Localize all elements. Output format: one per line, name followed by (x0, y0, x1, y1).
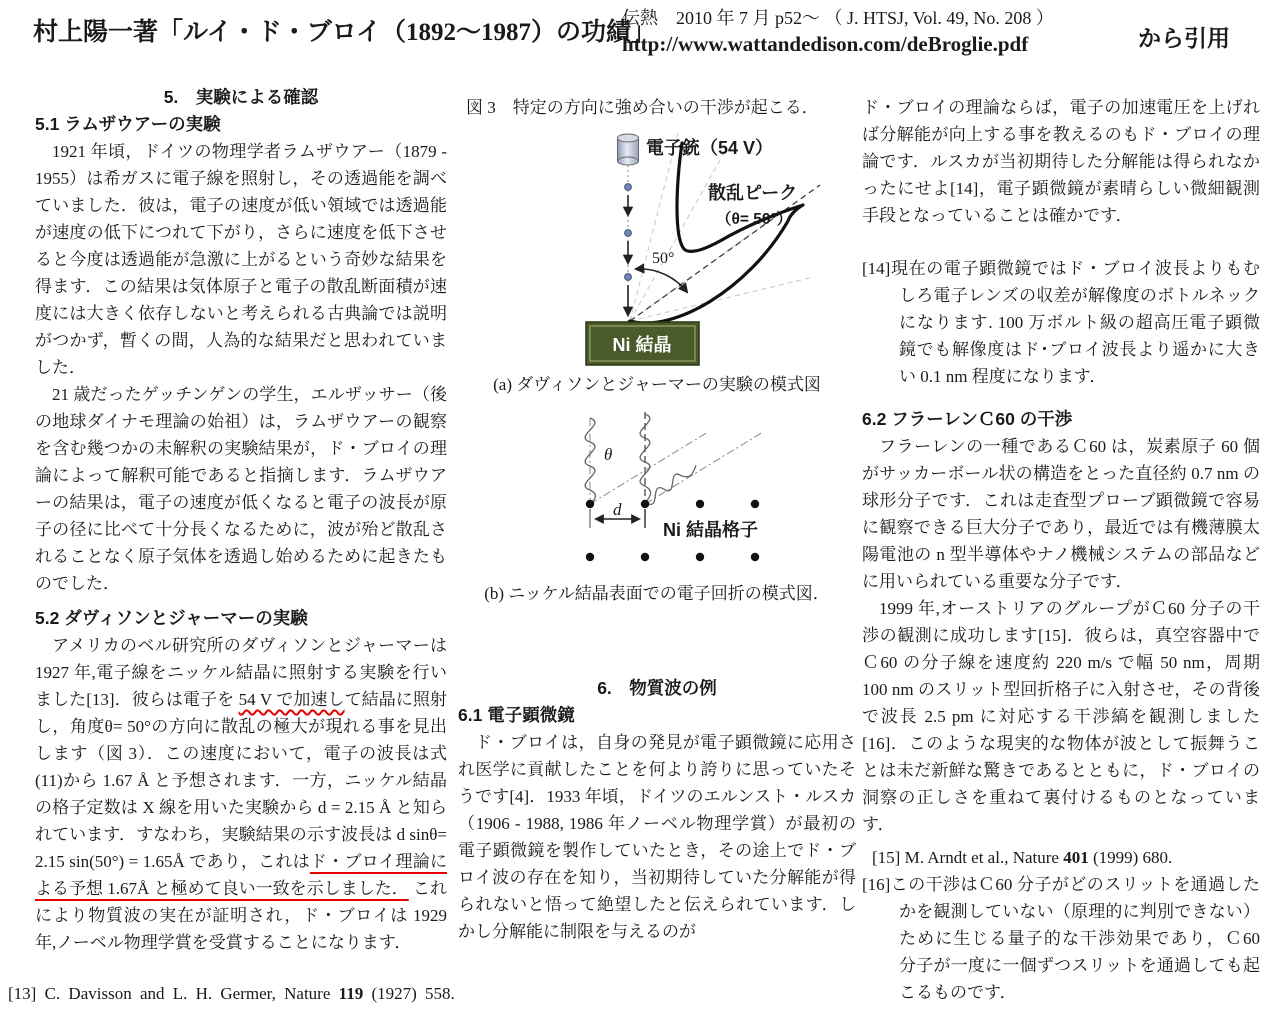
source-block (622, 5, 1054, 57)
left-column (35, 84, 447, 956)
angle-value-label: 50° (652, 250, 675, 267)
section-5-heading: 5. 実験による確認 (163, 87, 319, 107)
figure3a-davisson-germer-diagram (458, 125, 856, 371)
figure3b-caption: (b) ニッケル結晶表面での電子回折の模式図． (484, 584, 830, 603)
section-6-heading: 6. 物質波の例 (597, 678, 717, 698)
paragraph-microscope-continued: ド・ブロイの理論ならば，電子の加速電圧を上げれば分解能が向上する事を教えるのもド・ブロイの理論です．ルスカが当初期待した分解能は得られなかったにせよ[14]，電子顕微鏡が素晴らしい微細観測手段となっていることは確かです． (862, 98, 1260, 225)
scatter-peak-label: 散乱ピーク (708, 183, 798, 203)
scattering-intensity-curve (630, 143, 803, 323)
section-5-2-heading: 5.2 ダヴィソンとジャーマーの実験 (35, 608, 308, 628)
figure3-caption: 図 3 特定の方向に強め合いの干渉が起こる． (466, 98, 819, 117)
d-spacing-label: d (613, 500, 622, 519)
paragraph-ramsauer-2: 21 歳だったゲッチンゲンの学生，エルザッサー（後の地球ダイナモ理論の始祖）は，ラムザウアーの観察を含む幾つかの未解釈の実験結果が，ド・ブロイの理論によって解釈可能であると指摘します．ラムザウアーの結果は，電子の速度が低くなると電子の波長が原子の径に比べて十分長くなるために，波が殆ど散乱されることなく原子気体を透過し始めるために起きたものでした． (35, 385, 447, 593)
page-title: 村上陽一著「ルイ・ド・ブロイ（1892～1987）の功績」 (33, 19, 657, 46)
paragraph-davisson-germer: アメリカのベル研究所のダヴィソンとジャーマーは 1927 年,電子線をニッケル結晶に照射する実験を行いました[13]．彼らは電子を 54 V で加速して結晶に照射し，角度θ= 50°の方向に散乱の極大が現れる事を見出します（図 3）．この速度において，電子の波長は式(11)から 1.67 Å と予想されます．一方，ニッケル結晶の格子定数は X 線を用いた実験から d = 2.15 Å と知られています．すなわち，実験結果の示す波長は d sinθ= 2.15 sin(50°) = 1.65Å であり，これはド・ブロイ理論による予想 1.67Å と極めて良い一致を示しました． これにより物質波の実在が証明され，ド・ブロイは 1929 年,ノーベル物理学賞を受賞することになります． (35, 636, 448, 952)
footnote-16: [16]この干渉はＣ60 分子がどのスリットを通過したかを観測していない（原理的に判別できない）ために生じる量子的な干渉効果であり，Ｃ60 分子が一度に一個ずつスリットを通過しても起こるものです． (862, 875, 1260, 1002)
ni-crystal-label: Ni 結晶 (612, 335, 672, 355)
footnote-14: [14]現在の電子顕微鏡ではド・ブロイ波長よりもむしろ電子レンズの収差が解像度のボトルネックになります. 100 万ボルト級の超高圧電子顕微鏡でも解像度はド･ブロイ波長より遥かに大きい 0.1 nm 程度になります． (862, 259, 1260, 386)
right-column (862, 94, 1260, 1006)
lattice-dots-row1 (586, 500, 759, 508)
paragraph-ramsauer-1: 1921 年頃，ドイツの物理学者ラムザウアー（1879 - 1955）は希ガスに電子線を照射し，その透過能を調べていました．彼は，電子の速度が低い領域では透過能が速度の低下につれて下がり，さらに速度を低下させると今度は透過能が急激に上がるという奇妙な結果を得ます．この結果は気体原子と電子の散乱断面積が速度には大きく依存しないと考えられる古典論では説明がつかず，暫くの間，人為的な結果だと思われていました． (35, 142, 447, 377)
ni-lattice-label: Ni 結晶格子 (663, 520, 759, 540)
middle-column (458, 94, 856, 945)
paragraph-electron-microscope: ド・ブロイは，自身の発見が電子顕微鏡に応用され医学に貢献したことを何より誇りに思っていたそうです[4]．1933 年頃，ドイツのエルンスト・ルスカ（1906 - 1988, 1986 年ノーベル物理学賞）が最初の電子顕微鏡を製作していたとき，その途上でド・ブロイ波の存在を知り，当初期待していた分解能が得られないと悟って絶望したと伝えられています．しかし分解能に制限を与えるのが (458, 733, 856, 941)
reference-13: [13] C. Davisson and L. H. Germer, Nature 119 (1927) 558. (8, 984, 455, 1003)
paragraph-fullerene-2: 1999 年,オーストリアのグループがＣ60 分子の干渉の観測に成功します[15]．彼らは，真空容器中でＣ60 の分子線を速度約 220 m/s で幅 50 nm，周期 100 nm のスリット型回折格子に入射させ，その背後で波長 2.5 pm に対応する干渉縞を観測しました[16]．このような現実的な物体が波として振舞うことは未だ新鮮な驚きであるとともに，ド・ブロイの洞察の正しさを重ねて裏付けるものとなっています． (862, 599, 1260, 834)
section-6-1-heading: 6.1 電子顕微鏡 (458, 705, 575, 725)
figure3a-caption: (a) ダヴィソンとジャーマーの実験の模式図 (493, 375, 821, 394)
journal-reference: 伝熱 2010 年 7 月 p52～ （ J. HTSJ, Vol. 49, No. 208 ） (622, 8, 1054, 28)
ni-crystal-box (586, 322, 699, 365)
paragraph-fullerene-1: フラーレンの一種であるＣ60 は，炭素原子 60 個がサッカーボール状の構造をとった直径約 0.7 nm の球形分子です．これは走査型プローブ顕微鏡で容易に観察できる巨大分子であり，最近では有機薄膜太陽電池の n 型半導体やナノ機械システムの部品などに用いられている重要な分子です． (862, 437, 1260, 591)
electron-gun-label: 電子銃（54 V） (646, 138, 774, 158)
section-5-1-heading: 5.1 ラムザウアーの実験 (35, 114, 221, 134)
scatter-peak-angle-label: （θ= 50°） (716, 211, 793, 228)
section-6-2-heading: 6.2 フラーレンＣ60 の干渉 (862, 409, 1073, 429)
source-url: http://www.wattandedison.com/deBroglie.pdf (622, 32, 1029, 56)
figure3b-diffraction-diagram (458, 412, 856, 580)
theta-label: θ (604, 445, 613, 464)
reference-15: [15] M. Arndt et al., Nature 401 (1999) 680. (872, 848, 1173, 867)
citation-note: から引用 (1138, 26, 1230, 51)
angle-arc-arrow (636, 269, 687, 292)
incident-waves (585, 414, 651, 504)
diffracted-ray-line-2 (645, 432, 763, 504)
electron-gun-icon (618, 134, 639, 165)
lattice-dots-row2 (586, 553, 759, 561)
